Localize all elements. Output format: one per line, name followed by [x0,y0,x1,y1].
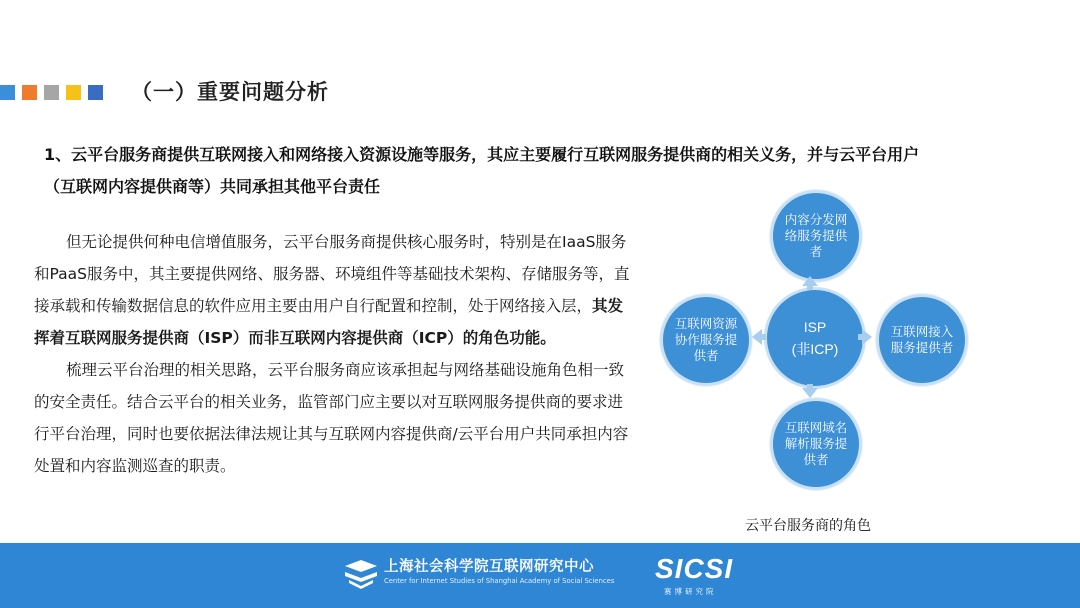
diagram-caption: 云平台服务商的角色 [745,518,871,534]
institute-name-en: Center for Internet Studies of Shanghai Academy of Social Sciences [384,577,615,585]
institute-logo-icon [343,556,379,592]
node-cdn-label: 内容分发网络服务提供者 [784,212,848,259]
node-access-label: 互联网接入服务提供者 [890,324,954,355]
arrow-right [858,329,872,345]
arrow-up [802,276,818,290]
institute-name-cn: 上海社会科学院互联网研究中心 [384,559,594,575]
diagram-arrows [650,190,1070,530]
decor-square-gray [44,85,59,100]
footer-bar [0,543,1080,608]
decor-square-orange [22,85,37,100]
title-decoration [0,80,110,104]
sicsi-subtitle: 赛博研究院 [664,587,717,596]
sicsi-logo: SICSI [655,553,734,584]
center-label-non-icp: (非ICP) [791,341,839,357]
arrow-down [802,384,818,398]
paragraph-1 [34,226,634,354]
role-diagram [650,190,1070,530]
arrow-left [752,329,766,345]
decor-square-yellow [66,85,81,100]
section-title: （一）重要问题分析 [131,80,329,104]
paragraph-1-text: 但无论提供何种电信增值服务，云平台服务商提供核心服务时，特别是在IaaS服务和PaaS服务中，其主要提供网络、服务器、环境组件等基础技术架构、存储服务等，直接承载和传输数据信息的软件应用主要由用户自行配置和控制，处于网络接入层， [34,233,630,315]
paragraph-2: 梳理云平台治理的相关思路，云平台服务商应该承担起与网络基础设施角色相一致的安全责任。结合云平台的相关业务，监管部门应主要以对互联网服务提供商的要求进行平台治理，同时也要依据法律法规让其与互联网内容提供商/云平台用户共同承担内容处置和内容监测巡查的职责。 [34,361,629,475]
node-dns-label: 互联网域名解析服务提供者 [784,420,848,467]
heading-line-2: （互联网内容提供商等）共同承担其他平台责任 [44,177,381,196]
body-text [34,226,634,482]
decor-square-darkblue [88,85,103,100]
paragraph-1-emphasis: 其发挥着互联网服务提供商（ISP）而非互联网内容提供商（ICP）的角色功能。 [34,297,624,347]
center-label-isp: ISP [803,319,827,335]
decor-square-blue [0,85,15,100]
heading-line-1: 1、云平台服务商提供互联网接入和网络接入资源设施等服务，其应主要履行互联网服务提供商的相关义务，并与云平台用户 [44,145,920,164]
node-resource-collab-label: 互联网资源协作服务提供者 [674,316,738,363]
